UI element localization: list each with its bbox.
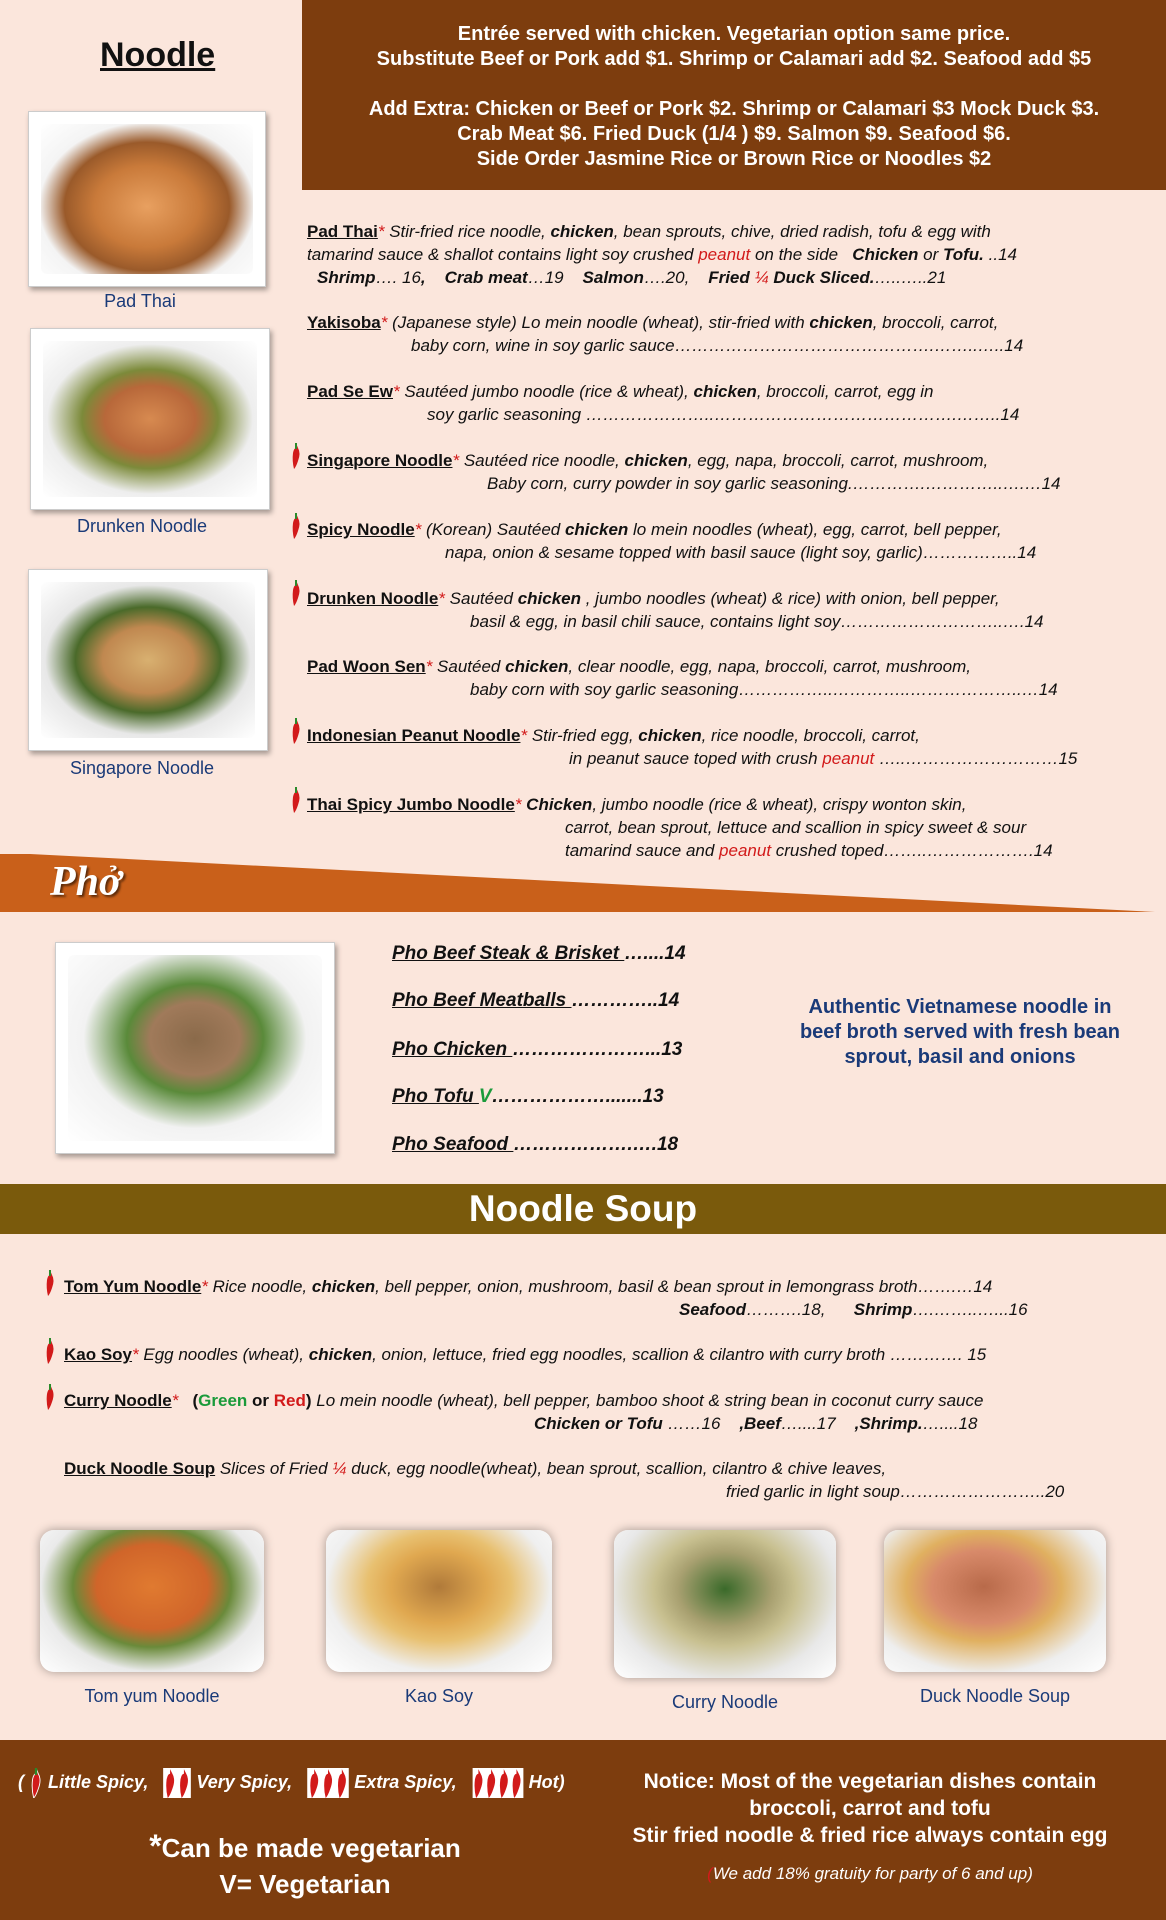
kao-soy-photo <box>326 1530 552 1672</box>
chili-pepper-icon <box>290 443 302 469</box>
pho-item: Pho Chicken …………………...13 <box>392 1039 683 1060</box>
curry-noodle-photo <box>614 1530 836 1678</box>
pho-banner <box>0 854 1166 912</box>
info-line-2: Substitute Beef or Pork add $1. Shrimp or Calamari add $2. Seafood add $5 <box>376 48 1092 70</box>
info-line-4: Crab Meat $6. Fried Duck (1/4 ) $9. Salmon $9. Seafood $6. <box>457 123 1011 145</box>
gratuity-note: (We add 18% gratuity for party of 6 and up) <box>707 1864 1033 1883</box>
chili-pepper-icon <box>290 718 302 744</box>
item-name: Pad Thai <box>307 222 378 241</box>
chili-pepper-icon <box>290 787 302 813</box>
chili-pepper-icon <box>44 1270 56 1296</box>
chili-pepper-icon <box>44 1384 56 1410</box>
info-line-3: Add Extra: Chicken or Beef or Pork $2. Shrimp or Calamari $3 Mock Duck $3. <box>368 98 1100 120</box>
tom-yum-photo <box>40 1530 264 1672</box>
menu-item-indonesian-peanut-noodle: Indonesian Peanut Noodle* Stir-fried egg, chicken, rice noodle, broccoli, carrot, in peanut sauce toped with crush peanut …..………………………15 <box>307 726 1078 768</box>
soup-item-curry-noodle: Curry Noodle* (Green or Red) Lo mein noodle (wheat), bell pepper, bamboo shoot & string bean in coconut curry sauce Chicken or Tofu ……16 ,Beef…....17 ,Shrimp.…....18 <box>64 1391 984 1433</box>
pho-description: Authentic Vietnamese noodle in beef broth served with fresh bean sprout, basil and onions <box>799 996 1121 1068</box>
chili-pepper-icon <box>29 1768 43 1798</box>
pho-item: Pho Seafood ……………….….18 <box>392 1134 679 1155</box>
soup-item-tom-yum: Tom Yum Noodle* Rice noodle, chicken, bell pepper, onion, mushroom, basil & bean sprout in lemongrass broth…….…14 Seafood……….18, Shrimp….……..…...16 <box>64 1277 1028 1319</box>
noodle-info-box <box>302 0 1166 190</box>
spice-legend: ( Little Spicy, Very Spicy, Extra Spicy, Hot) <box>18 1768 565 1798</box>
menu-item-yakisoba: Yakisoba* (Japanese style) Lo mein noodle (wheat), stir-fried with chicken, broccoli, carrot, baby corn, wine in soy garlic sauce……………………………………….……..…..14 <box>307 313 1024 355</box>
singapore-noodle-caption: Singapore Noodle <box>69 758 215 778</box>
menu-item-spicy-noodle: Spicy Noodle* (Korean) Sautéed chicken lo mein noodles (wheat), egg, carrot, bell pepper, napa, onion & sesame topped with basil sauce (light soy, garlic)……………..14 <box>307 520 1037 562</box>
pad-thai-photo <box>28 111 266 287</box>
menu-item-drunken-noodle: Drunken Noodle* Sautéed chicken , jumbo noodles (wheat) & rice) with onion, bell pepper, basil & egg, in basil chili sauce, contains light soy………………………..….14 <box>307 589 1044 631</box>
pho-section-title: Phở <box>50 859 122 905</box>
four-chili-icon <box>472 1768 524 1798</box>
chili-pepper-icon <box>290 580 302 606</box>
footer <box>0 1740 1166 1920</box>
two-chili-icon <box>163 1768 191 1798</box>
menu-item-thai-spicy-jumbo-noodle: Thai Spicy Jumbo Noodle* Chicken, jumbo noodle (rice & wheat), crispy wonton skin, carrot, bean sprout, lettuce and scallion in spicy sweet & sour tamarind sauce and peanut crushed toped……..……………….14 <box>307 795 1053 860</box>
curry-noodle-caption: Curry Noodle <box>671 1692 779 1712</box>
three-chili-icon <box>307 1768 349 1798</box>
info-line-1: Entrée served with chicken. Vegetarian option same price. <box>457 23 1011 45</box>
drunken-noodle-photo <box>30 328 270 510</box>
drunken-noodle-caption: Drunken Noodle <box>76 516 208 536</box>
menu-item-pad-se-ew: Pad Se Ew* Sautéed jumbo noodle (rice & wheat), chicken, broccoli, carrot, egg in soy garlic seasoning …………………..…………………………………….……..14 <box>307 382 1020 424</box>
pho-photo <box>55 942 335 1154</box>
menu-item-pad-woon-sen: Pad Woon Sen* Sautéed chicken, clear noodle, egg, napa, broccoli, carrot, mushroom, baby corn with soy garlic seasoning……………..…………..………………..…14 <box>307 657 1058 699</box>
menu-item-singapore-noodle: Singapore Noodle* Sautéed rice noodle, chicken, egg, napa, broccoli, carrot, mushroom, Baby corn, curry powder in soy garlic seasoning.………….…………..….…14 <box>307 451 1061 493</box>
singapore-noodle-photo <box>28 569 268 751</box>
pho-item: Pho Beef Meatballs …………..14 <box>392 990 680 1011</box>
noodle-section-title: Noodle <box>100 36 216 74</box>
vegetarian-note: *Can be made vegetarian V= Vegetarian <box>149 1828 461 1899</box>
chili-pepper-icon <box>44 1338 56 1364</box>
tom-yum-caption: Tom yum Noodle <box>84 1686 220 1706</box>
chili-pepper-icon <box>290 513 302 539</box>
info-line-5: Side Order Jasmine Rice or Brown Rice or Noodles $2 <box>476 148 992 170</box>
duck-noodle-soup-caption: Duck Noodle Soup <box>919 1686 1071 1706</box>
noodle-soup-title: Noodle Soup <box>0 1184 1166 1234</box>
pad-thai-caption: Pad Thai <box>104 291 176 311</box>
pho-item: Pho Beef Steak & Brisket …....14 <box>392 943 686 964</box>
menu-item-pad-thai: Pad Thai* Stir-fried rice noodle, chicken, bean sprouts, chive, dried radish, tofu & egg with tamarind sauce & shallot contains light soy crushed peanut on the side Chicken or Tofu. ..14 Shrimp…. 16, Crab meat…19 Salmon….20, Fried ¼ Duck Sliced.…..…..21 <box>307 222 1017 287</box>
soup-item-duck-noodle-soup: Duck Noodle Soup Slices of Fried ¼ duck, egg noodle(wheat), bean sprout, scallion, cilantro & chive leaves, fried garlic in light soup……………………..20 <box>64 1459 1065 1501</box>
pho-item: Pho Tofu V……………….......13 <box>392 1086 664 1107</box>
duck-noodle-soup-photo <box>884 1530 1106 1672</box>
soup-item-kao-soy: Kao Soy* Egg noodles (wheat), chicken, onion, lettuce, fried egg noodles, scallion & cilantro with curry broth …………. 15 <box>64 1345 987 1364</box>
kao-soy-caption: Kao Soy <box>404 1686 474 1706</box>
vegetarian-notice: Notice: Most of the vegetarian dishes contain broccoli, carrot and tofu Stir fried noodle & fried rice always contain egg <box>632 1770 1108 1847</box>
